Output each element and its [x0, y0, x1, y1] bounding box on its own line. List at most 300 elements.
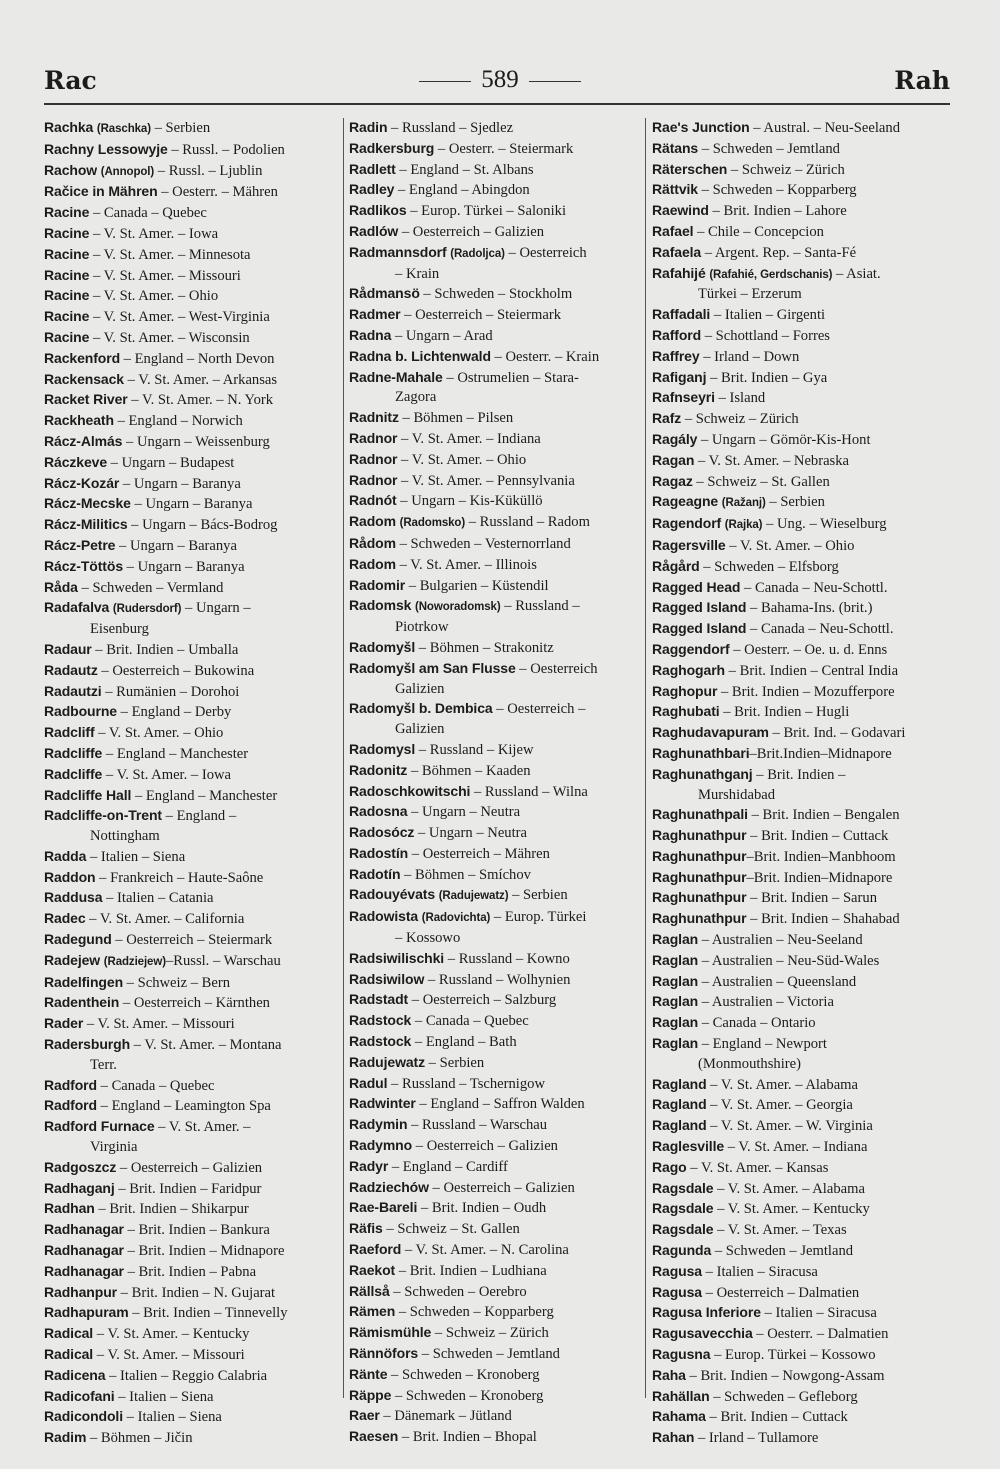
entry-headword: Racine: [44, 287, 90, 304]
entry-headword: Radim: [44, 1429, 87, 1446]
entry-location: – Oesterreich –: [492, 701, 586, 718]
entry-continuation: Murshidabad: [698, 786, 776, 803]
entry-location: – Brit. Indien – Pabna: [123, 1263, 257, 1280]
entry: [349, 1365, 649, 1386]
entry-location: – V. St. Amer. – Missouri: [89, 267, 241, 284]
entry-headword: Radcliffe: [44, 744, 103, 761]
entry-headword: Radhanagar: [44, 1262, 124, 1279]
entry: [44, 118, 344, 140]
entry: [44, 515, 344, 536]
entry: [349, 534, 649, 555]
entry: [349, 555, 649, 576]
entry: [652, 1345, 952, 1366]
entry-location: – Oesterreich – Bukowina: [97, 662, 255, 679]
entry-location: – Ungarn – Gömör-Kis-Hont: [697, 431, 871, 448]
entry: [349, 284, 649, 305]
entry: [44, 1158, 344, 1179]
entry: [652, 805, 952, 826]
column-2: [349, 118, 649, 1448]
entry-headword: Raghunathpur: [652, 868, 747, 885]
entry: [44, 1407, 344, 1428]
entry: [652, 536, 952, 557]
entry-headword: Rachka: [44, 119, 94, 135]
entry: [44, 266, 344, 287]
entry-headword: Raglan: [652, 951, 699, 968]
entry-continuation: – Kossowo: [395, 930, 461, 947]
entry: [44, 140, 344, 161]
entry-headword: Radcliffe-on-Trent: [44, 807, 162, 824]
entry-location: – Schweiz – Zürich: [727, 161, 845, 178]
page-number: 589: [481, 66, 519, 93]
entry-headword: Radujewatz: [349, 1053, 426, 1070]
entry: [349, 823, 649, 844]
entry-location: – Oesterreich – Mähren: [408, 845, 550, 862]
entry-location: –Russl. – Warschau: [165, 952, 281, 969]
entry: [349, 1344, 649, 1365]
entry: [44, 578, 344, 599]
entry: [44, 161, 344, 183]
entry-headword: Radul: [349, 1074, 388, 1091]
entry-location: – Oesterr. – Steiermark: [434, 140, 574, 157]
entry-headword: Radautz: [44, 661, 98, 678]
entry-location: – Ungarn – Neutra: [414, 825, 527, 842]
entry-location: – Argent. Rep. – Santa-Fé: [701, 244, 857, 261]
entry: [652, 492, 952, 514]
entry-location: – V. St. Amer. – Arkansas: [123, 371, 278, 388]
entry-headword: Radomyšl: [349, 638, 416, 655]
entry-location: – Italien – Siracusa: [760, 1305, 877, 1322]
entry: [349, 450, 649, 471]
entry: [349, 347, 649, 368]
entry-headword: Racket River: [44, 391, 128, 408]
entry-headword: Radomsk: [349, 597, 412, 614]
entry-location: – Brit. Indien – Shahabad: [746, 911, 900, 928]
entry-headword: Rae-Bareli: [349, 1199, 418, 1216]
entry-headword: Radejew: [44, 951, 101, 968]
entry: [44, 930, 344, 951]
entry: [44, 557, 344, 578]
entry-location: – Schweiz – St. Gallen: [382, 1221, 520, 1238]
entry-headword: Radnót: [349, 492, 397, 509]
entry-headword: Rällså: [349, 1282, 390, 1299]
entry-headword: Raha: [652, 1366, 686, 1383]
entry-location: – Ungarn – Baranya: [130, 496, 253, 513]
entry-continuation: (Monmouthshire): [698, 1055, 801, 1072]
entry: [349, 802, 649, 823]
entry-location: – Brit. Indien – Cuttack: [705, 1409, 848, 1426]
entry: [44, 1076, 344, 1097]
entry-location: – Ungarn – Neutra: [407, 804, 521, 821]
entry-headword: Raglan: [652, 972, 699, 989]
column-rule-1: [343, 118, 344, 1398]
entry: [652, 951, 952, 972]
entry: [44, 702, 344, 723]
entry-headword: Rackensack: [44, 370, 124, 387]
entry-location: – Schweiz – Zürich: [431, 1325, 549, 1342]
entry-headword: Raggendorf: [652, 640, 730, 657]
entry: [652, 160, 952, 181]
entry: [349, 1178, 649, 1199]
entry: [349, 740, 649, 761]
entry: [652, 972, 952, 993]
entry: [652, 557, 952, 578]
entry-headword: Radwinter: [349, 1095, 416, 1112]
entry-headword: Radhan: [44, 1200, 95, 1217]
entry: [652, 619, 952, 640]
entry-variant-name: (Radujewatz): [438, 890, 509, 903]
entry-headword: Radsiwilow: [349, 970, 425, 987]
entry-continuation: Galizien: [395, 721, 445, 738]
entry-headword: Rafford: [652, 326, 702, 343]
entry-location: – V. St. Amer. – Nebraska: [694, 452, 850, 469]
entry-location: – Schweiz – St. Gallen: [692, 473, 830, 490]
entry-headword: Ränte: [349, 1365, 388, 1382]
entry-location: – Canada – Neu-Schottl.: [746, 621, 894, 638]
entry: [349, 1323, 649, 1344]
entry-headword: Radnitz: [349, 409, 399, 426]
entry-headword: Ragersville: [652, 536, 726, 553]
entry-headword: Rago: [652, 1158, 687, 1175]
entry-location: – Oesterreich – Kärnthen: [119, 995, 270, 1012]
entry-location: – Italien – Siena: [123, 1409, 222, 1426]
entry-headword: Rácz-Kozár: [44, 474, 120, 491]
entry-location: – V. St. Amer. – Indiana: [397, 430, 541, 447]
entry-location: – V. St. Amer. – Alabama: [706, 1076, 859, 1093]
entry-location: – Europ. Türkei – Saloniki: [406, 203, 566, 220]
entry: [652, 847, 952, 868]
entry: [652, 243, 952, 264]
entry-location: – Schweden – Kopparberg: [395, 1304, 554, 1321]
entry-headword: Radicondoli: [44, 1408, 124, 1425]
entry-headword: Ragály: [652, 430, 698, 447]
entry: [349, 844, 649, 865]
entry-variant-name: (Radziejew): [103, 955, 166, 968]
entry-headword: Rätans: [652, 139, 699, 156]
entry-location: – Canada – Quebec: [89, 205, 207, 222]
entry-headword: Raewind: [652, 202, 709, 219]
entry: [44, 1220, 344, 1241]
entry-location: – Schweden – Jemtland: [711, 1243, 854, 1260]
entry-location: – Serbien: [508, 887, 568, 904]
entry-variant-name: (Radomsko): [399, 517, 466, 530]
entry: [652, 702, 952, 723]
entry: [349, 368, 649, 389]
entry: [44, 1117, 344, 1138]
entry-location: – England – North Devon: [120, 350, 275, 367]
entry-location: – Ungarn – Budapest: [107, 454, 235, 471]
entry: [652, 368, 952, 389]
entry: [44, 909, 344, 930]
entry: [349, 201, 649, 222]
entry: [44, 1241, 344, 1262]
entry-variant-name: (Rajka): [724, 519, 763, 532]
entry-headword: Raghunathbari: [652, 744, 750, 761]
entry-location: – Ostrumelien – Stara-: [442, 369, 579, 386]
entry-location: – Russl. – Ljublin: [154, 162, 263, 179]
entry-headword: Rader: [44, 1015, 84, 1032]
entry: [349, 1094, 649, 1115]
entry: [652, 1241, 952, 1262]
entry: [44, 1283, 344, 1304]
entry: [44, 723, 344, 744]
entry-headword: Radostín: [349, 844, 409, 861]
entry-headword: Radical: [44, 1346, 94, 1363]
entry-location: – Brit. Indien – Nowgong-Assam: [685, 1367, 885, 1384]
entry-location: – Serbien: [150, 120, 211, 136]
entry-headword: Ragsdale: [652, 1200, 714, 1217]
entry-variant-name: (Annopol): [100, 165, 155, 178]
entry-headword: Radstock: [349, 1012, 412, 1029]
entry-location: – Brit. Indien – Bengalen: [747, 807, 900, 824]
entry-location: – Schweiz – Bern: [123, 974, 231, 991]
entry: [44, 661, 344, 682]
entry-location: – Ungarn –: [181, 600, 251, 617]
entry: [652, 909, 952, 930]
entry-headword: Rahällan: [652, 1387, 710, 1404]
running-head-right: Rah: [894, 66, 950, 95]
entry: [349, 907, 649, 929]
entry: [349, 885, 649, 907]
entry-headword: Raffadali: [652, 306, 711, 323]
entry-headword: Raekot: [349, 1261, 396, 1278]
entry-location: – V. St. Amer. – Pennsylvania: [397, 472, 575, 489]
entry-headword: Rådom: [349, 534, 396, 551]
entry-location: – Russland – Kowno: [444, 950, 570, 967]
entry-location: – Irland – Down: [699, 348, 800, 365]
entry-headword: Radford: [44, 1097, 97, 1114]
entry-headword: Radcliffe Hall: [44, 786, 132, 803]
entry-headword: Ragan: [652, 451, 695, 468]
entry: [652, 1137, 952, 1158]
entry-headword: Rácz-Militics: [44, 516, 128, 533]
entry-headword: Rácz-Mecske: [44, 495, 131, 512]
entry: [44, 1262, 344, 1283]
entry: [349, 1157, 649, 1178]
entry-location: – Brit. Indien – N. Gujarat: [117, 1284, 276, 1301]
entry: [44, 245, 344, 266]
entry-location: – Bahama-Ins. (brit.): [746, 600, 873, 617]
entry-headword: Räfis: [349, 1220, 383, 1237]
entry-location: – V. St. Amer. – Kentucky: [93, 1326, 250, 1343]
entry-headword: Ragland: [652, 1117, 707, 1134]
page-number-block: [0, 66, 1000, 94]
entry: [652, 1034, 952, 1055]
entry-location: – Oesterreich – Steiermark: [400, 307, 561, 324]
entry: [44, 1345, 344, 1366]
entry: [349, 1053, 649, 1074]
entry-location: – Oesterreich – Dalmatien: [701, 1284, 860, 1301]
entry-headword: Radec: [44, 910, 86, 927]
entry-location: – Schweden – Kronoberg: [387, 1366, 540, 1383]
entry: [349, 638, 649, 659]
entry-headword: Radley: [349, 181, 395, 198]
entry: [44, 806, 344, 827]
entry-location: – Russland – Wolhynien: [424, 971, 571, 988]
entry: [44, 390, 344, 411]
entry-location: – Italien – Catania: [102, 890, 214, 907]
entry-headword: Radna: [349, 326, 392, 343]
entry-location: – V. St. Amer. – N. Carolina: [401, 1242, 569, 1259]
entry-location: – Schweden – Jemtland: [698, 140, 840, 157]
entry-location: – Russland – Kijew: [415, 741, 534, 758]
entry-headword: Radouyévats: [349, 886, 436, 903]
entry-location: – V. St. Amer. – Montana: [130, 1037, 282, 1054]
entry-location: – Russland – Wilna: [470, 783, 588, 800]
entry-continuation: Galizien: [395, 680, 445, 697]
entry-location: – Brit. Indien – Shikarpur: [94, 1201, 249, 1218]
entry-headword: Radstadt: [349, 991, 409, 1008]
entry: [349, 429, 649, 450]
entry-location: – Brit. Indien – Ludhiana: [395, 1262, 547, 1279]
entry-location: – England – Norwich: [113, 413, 243, 430]
entry: [44, 224, 344, 245]
entry: [652, 201, 952, 222]
entry: [349, 408, 649, 429]
entry: [652, 305, 952, 326]
entry-headword: Ráczkeve: [44, 453, 108, 470]
entry: [44, 1199, 344, 1220]
entry-location: – Russland –: [500, 598, 580, 615]
entry-location: – V. St. Amer. – Ohio: [89, 288, 219, 305]
entry: [652, 347, 952, 368]
entry: [652, 826, 952, 847]
entry-location: – Brit. Indien – Gya: [706, 369, 828, 386]
entry: [349, 326, 649, 347]
entry-location: – Italien – Siracusa: [701, 1263, 818, 1280]
entry: [349, 1406, 649, 1427]
entry: [349, 1115, 649, 1136]
entry-location: – Canada – Neu-Schottl.: [740, 579, 888, 596]
entry: [349, 1302, 649, 1323]
entry-headword: Radgoszcz: [44, 1158, 117, 1175]
entry-headword: Rafaela: [652, 243, 702, 260]
entry-location: – Frankreich – Haute-Saône: [95, 869, 264, 886]
entry-headword: Ragland: [652, 1075, 707, 1092]
entry-headword: Raffrey: [652, 347, 700, 364]
entry-headword: Rättvik: [652, 181, 698, 198]
entry-location: – Italien – Girgenti: [710, 307, 826, 324]
entry: [349, 1282, 649, 1303]
entry-location: – Russland – Warschau: [407, 1117, 548, 1134]
entry-headword: Raghunathganj: [652, 765, 753, 782]
entry-headword: Radmer: [349, 306, 401, 323]
entry-location: – Italien – Siena: [114, 1388, 214, 1405]
entry-location: – V. St. Amer. – Kansas: [686, 1159, 829, 1176]
entry-headword: Raghunathpur: [652, 889, 747, 906]
entry: [44, 682, 344, 703]
entry: [349, 699, 649, 720]
entry-continuation: Zagora: [395, 389, 437, 406]
entry: [44, 474, 344, 495]
entry-headword: Racine: [44, 245, 90, 262]
header-rule-left: [419, 81, 471, 82]
entry-location: – Ungarn – Bács-Bodrog: [127, 517, 278, 534]
entry-location: – Italien – Reggio Calabria: [105, 1367, 268, 1384]
entry-headword: Radymno: [349, 1137, 413, 1154]
entry-location: – Brit. Indien – Faridpur: [114, 1180, 262, 1197]
entry: [44, 765, 344, 786]
entry-location: – Brit. Indien – Sarun: [746, 890, 877, 907]
entry: [349, 990, 649, 1011]
entry-headword: Radcliffe: [44, 765, 103, 782]
entry-headword: Radicena: [44, 1366, 106, 1383]
entry-headword: Radziechów: [349, 1178, 429, 1195]
entry: [349, 118, 649, 139]
entry: [652, 1324, 952, 1345]
entry-headword: Ragged Head: [652, 578, 741, 595]
entry-location: – Schweden – Oerebro: [389, 1283, 527, 1300]
entry-location: – England – Abingdon: [394, 182, 530, 199]
entry: [652, 222, 952, 243]
entry: [44, 536, 344, 557]
entry: [652, 1387, 952, 1408]
entry-location: – England – Bath: [411, 1034, 517, 1051]
entry: [652, 578, 952, 599]
entry-headword: Racine: [44, 204, 90, 221]
entry: [652, 1283, 952, 1304]
entry-headword: Radlów: [349, 222, 399, 239]
header-rule-right: [529, 81, 581, 82]
entry-location: – V. St. Amer. – Ohio: [397, 451, 527, 468]
entry-headword: Radnor: [349, 429, 398, 446]
entry: [349, 596, 649, 618]
entry-location: – Oesterreich: [504, 244, 587, 261]
column-3: [652, 118, 952, 1449]
entry: [349, 305, 649, 326]
entry-headword: Radhapuram: [44, 1304, 129, 1321]
entry-location: – Ungarn – Weissenburg: [122, 433, 270, 450]
entry-location: – Böhmen – Smíchov: [400, 866, 531, 883]
entry-headword: Radlikos: [349, 202, 407, 219]
entry-headword: Raglan: [652, 931, 699, 948]
entry-headword: Rahan: [652, 1429, 695, 1446]
entry-headword: Radyr: [349, 1157, 389, 1174]
entry-headword: Raghunathpali: [652, 806, 748, 823]
entry-headword: Ragusavecchia: [652, 1325, 753, 1342]
entry-location: – Brit. Ind. – Godavari: [768, 725, 906, 742]
entry-variant-name: (Rafahié, Gerdschanis): [709, 268, 833, 281]
entry-location: – Schweden – Stockholm: [419, 286, 573, 303]
entry-headword: Radafalva: [44, 599, 110, 616]
entry: [349, 512, 649, 534]
entry: [652, 409, 952, 430]
entry-headword: Rafiganj: [652, 368, 707, 385]
entry: [44, 1014, 344, 1035]
entry-headword: Rácz-Töttös: [44, 557, 124, 574]
entry-headword: Radosócz: [349, 824, 415, 841]
entry: [652, 514, 952, 536]
entry-headword: Råda: [44, 578, 78, 595]
entry-headword: Radymin: [349, 1116, 408, 1133]
entry: [349, 1386, 649, 1407]
entry: [652, 1095, 952, 1116]
entry-headword: Racine: [44, 308, 90, 325]
entry-location: – Italien – Siena: [86, 848, 186, 865]
entry-location: – Canada – Ontario: [698, 1015, 816, 1032]
entry: [44, 786, 344, 807]
entry: [349, 139, 649, 160]
entry-location: – Böhmen – Kaaden: [407, 762, 531, 779]
column-1: [44, 118, 344, 1449]
entry-headword: Raghunathpur: [652, 827, 747, 844]
entry-location: – V. St. Amer. – Texas: [713, 1222, 847, 1239]
entry-headword: Ragusna: [652, 1346, 711, 1363]
entry-location: – England – Newport: [698, 1036, 827, 1053]
entry-location: – V. St. Amer. – Georgia: [706, 1097, 853, 1114]
entry: [44, 432, 344, 453]
entry: [44, 598, 344, 620]
entry: [44, 993, 344, 1014]
